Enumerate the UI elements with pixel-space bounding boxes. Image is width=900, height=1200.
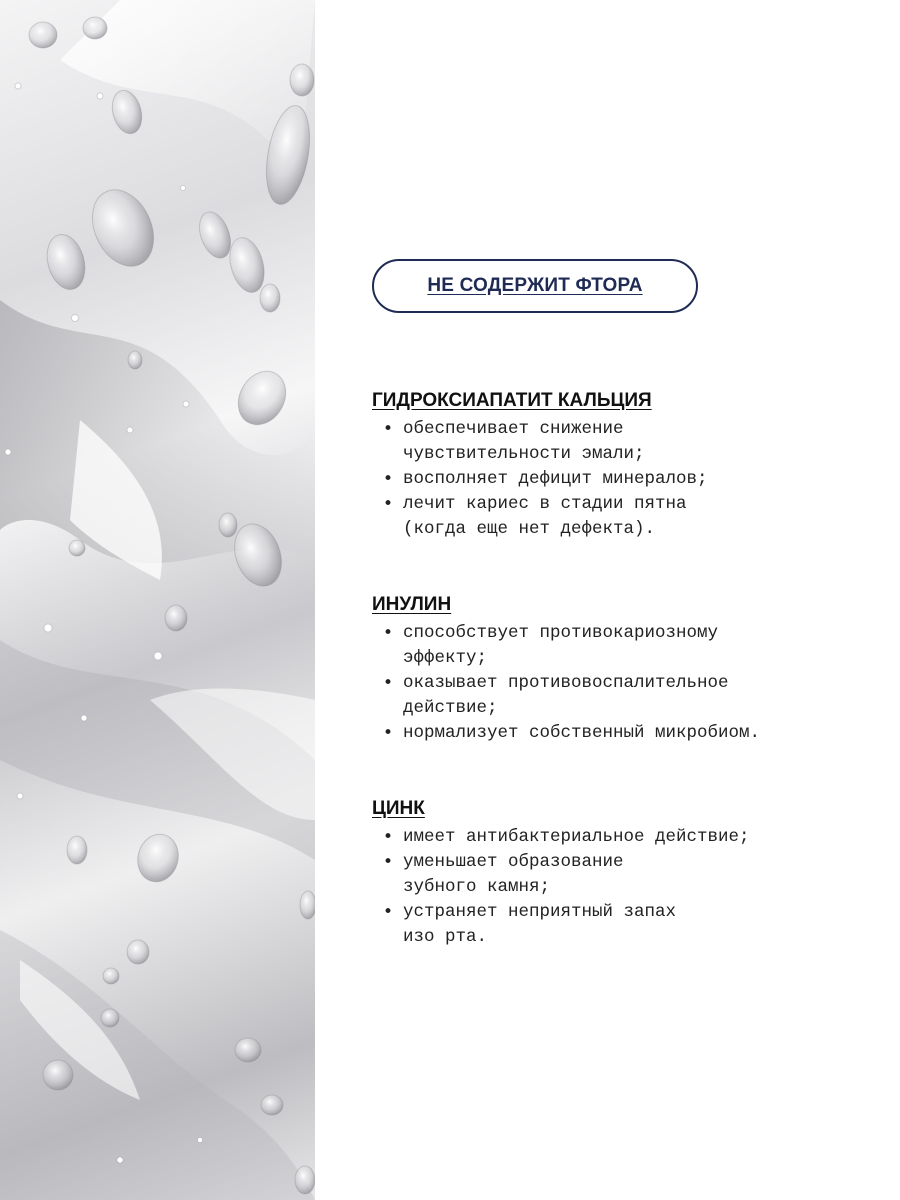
list-item: • лечит кариес в стадии пятна (когда еще нет дефекта). xyxy=(372,492,872,542)
water-drops-illustration xyxy=(0,0,315,1200)
list-item: • оказывает противовоспалительное действие; xyxy=(372,671,872,721)
list-item: • обеспечивает снижение чувствительности эмали; xyxy=(372,417,872,467)
content-column xyxy=(372,0,872,1200)
section-title: ГИДРОКСИАПАТИТ КАЛЬЦИЯ xyxy=(372,390,652,411)
benefits-list xyxy=(372,621,872,746)
list-item: • восполняет дефицит минералов; xyxy=(372,467,872,492)
section-title: ИНУЛИН xyxy=(372,594,452,615)
list-item: • уменьшает образование зубного камня; xyxy=(372,850,872,900)
list-item: • имеет антибактериальное действие; xyxy=(372,825,872,850)
benefits-list xyxy=(372,417,872,542)
list-item: • нормализует собственный микробиом. xyxy=(372,721,872,746)
section-zinc xyxy=(372,797,872,950)
section-calcium-hydroxyapatite xyxy=(372,389,872,542)
water-drops-photo xyxy=(0,0,315,1200)
list-item: • способствует противокариозному эффекту; xyxy=(372,621,872,671)
section-title: ЦИНК xyxy=(372,798,425,819)
benefits-list xyxy=(372,825,872,950)
no-fluoride-badge-label: НЕ СОДЕРЖИТ ФТОРА xyxy=(427,275,643,296)
no-fluoride-badge xyxy=(372,259,698,313)
section-inulin xyxy=(372,593,872,746)
list-item: • устраняет неприятный запах изо рта. xyxy=(372,900,872,950)
